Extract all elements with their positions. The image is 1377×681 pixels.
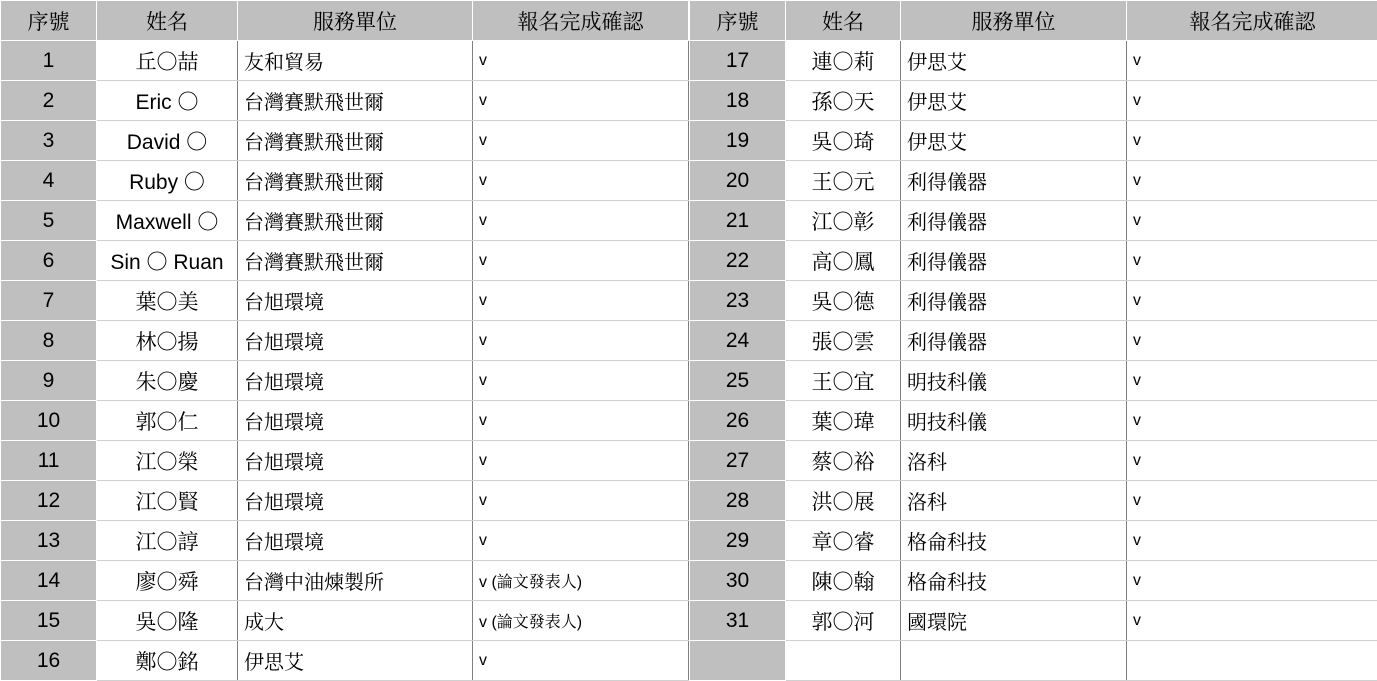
cell-name: 葉〇美 [97, 281, 238, 321]
table-row [1, 561, 689, 601]
column-header-org: 服務單位 [238, 1, 473, 41]
cell-name: 郭〇仁 [97, 401, 238, 441]
cell-name: 林〇揚 [97, 321, 238, 361]
table-row [690, 361, 1377, 401]
cell-organization: 台灣中油煉製所 [238, 561, 473, 601]
cell-sequence: 10 [1, 401, 97, 441]
cell-sequence: 19 [690, 121, 786, 161]
cell-sequence: 3 [1, 121, 97, 161]
column-header-seq: 序號 [690, 1, 786, 41]
table-row [1, 201, 689, 241]
table-row [1, 641, 689, 681]
table-row [690, 641, 1377, 681]
cell-organization: 成大 [238, 601, 473, 641]
cell-confirmation: v [473, 441, 689, 481]
cell-name: 連〇莉 [786, 41, 901, 81]
cell-sequence: 11 [1, 441, 97, 481]
cell-organization: 友和貿易 [238, 41, 473, 81]
cell-confirmation: v [473, 41, 689, 81]
cell-organization: 格侖科技 [901, 561, 1127, 601]
cell-name: 丘〇喆 [97, 41, 238, 81]
cell-confirmation: v [1127, 321, 1377, 361]
cell-name: 葉〇瑋 [786, 401, 901, 441]
cell-sequence: 31 [690, 601, 786, 641]
table-row [690, 281, 1377, 321]
cell-sequence: 28 [690, 481, 786, 521]
table-row [690, 521, 1377, 561]
cell-sequence: 16 [1, 641, 97, 681]
cell-sequence: 7 [1, 281, 97, 321]
cell-sequence: 29 [690, 521, 786, 561]
column-header-name: 姓名 [97, 1, 238, 41]
table-row [1, 521, 689, 561]
cell-organization: 台灣賽默飛世爾 [238, 121, 473, 161]
cell-name: 王〇宜 [786, 361, 901, 401]
cell-confirmation: v [1127, 481, 1377, 521]
table-row [1, 41, 689, 81]
table-row [1, 121, 689, 161]
cell-confirmation: v [473, 401, 689, 441]
table-row [690, 41, 1377, 81]
table-row [690, 401, 1377, 441]
table-row [1, 481, 689, 521]
cell-organization: 利得儀器 [901, 161, 1127, 201]
cell-confirmation: v [473, 161, 689, 201]
cell-organization: 台旭環境 [238, 521, 473, 561]
cell-name: 張〇雲 [786, 321, 901, 361]
cell-sequence: 23 [690, 281, 786, 321]
table-row [1, 281, 689, 321]
cell-confirmation: v [1127, 601, 1377, 641]
table-row [690, 561, 1377, 601]
cell-sequence: 20 [690, 161, 786, 201]
cell-name: 洪〇展 [786, 481, 901, 521]
cell-sequence: 24 [690, 321, 786, 361]
column-header-seq: 序號 [1, 1, 97, 41]
cell-confirmation: v [1127, 241, 1377, 281]
cell-sequence: 5 [1, 201, 97, 241]
column-header-org: 服務單位 [901, 1, 1127, 41]
cell-organization: 台灣賽默飛世爾 [238, 241, 473, 281]
cell-sequence: 9 [1, 361, 97, 401]
cell-confirmation: v [1127, 401, 1377, 441]
cell-confirmation: v (論文發表人) [473, 601, 689, 641]
cell-organization [901, 641, 1127, 681]
cell-sequence: 21 [690, 201, 786, 241]
cell-name: 孫〇天 [786, 81, 901, 121]
table-row [1, 601, 689, 641]
cell-organization: 伊思艾 [238, 641, 473, 681]
cell-organization: 洛科 [901, 441, 1127, 481]
cell-name: 王〇元 [786, 161, 901, 201]
cell-confirmation: v [1127, 201, 1377, 241]
cell-organization: 伊思艾 [901, 41, 1127, 81]
cell-name: David 〇 [97, 121, 238, 161]
cell-organization: 台旭環境 [238, 281, 473, 321]
cell-sequence: 2 [1, 81, 97, 121]
cell-sequence [690, 641, 786, 681]
cell-confirmation: v [1127, 281, 1377, 321]
cell-confirmation [1127, 641, 1377, 681]
cell-name: 蔡〇裕 [786, 441, 901, 481]
cell-sequence: 12 [1, 481, 97, 521]
cell-sequence: 27 [690, 441, 786, 481]
cell-organization: 台灣賽默飛世爾 [238, 161, 473, 201]
cell-organization: 國環院 [901, 601, 1127, 641]
table-row [1, 401, 689, 441]
table-row [1, 241, 689, 281]
cell-confirmation: v [473, 481, 689, 521]
cell-name [786, 641, 901, 681]
cell-confirmation: v [473, 321, 689, 361]
cell-organization: 格侖科技 [901, 521, 1127, 561]
table-row [690, 201, 1377, 241]
cell-name: 吳〇琦 [786, 121, 901, 161]
cell-sequence: 8 [1, 321, 97, 361]
cell-confirmation: v [473, 521, 689, 561]
column-header-name: 姓名 [786, 1, 901, 41]
table-row [690, 481, 1377, 521]
table-row [1, 321, 689, 361]
cell-sequence: 17 [690, 41, 786, 81]
cell-sequence: 26 [690, 401, 786, 441]
cell-confirmation: v [1127, 81, 1377, 121]
cell-confirmation: v [1127, 41, 1377, 81]
cell-confirmation: v [473, 281, 689, 321]
cell-name: 廖〇舜 [97, 561, 238, 601]
cell-confirmation: v [473, 241, 689, 281]
cell-organization: 明技科儀 [901, 401, 1127, 441]
cell-name: Ruby 〇 [97, 161, 238, 201]
table-row [690, 121, 1377, 161]
cell-name: 江〇榮 [97, 441, 238, 481]
cell-confirmation: v [1127, 161, 1377, 201]
cell-confirmation: v [1127, 561, 1377, 601]
cell-organization: 台灣賽默飛世爾 [238, 201, 473, 241]
cell-name: 郭〇河 [786, 601, 901, 641]
cell-confirmation: v [1127, 361, 1377, 401]
cell-name: 章〇睿 [786, 521, 901, 561]
cell-sequence: 22 [690, 241, 786, 281]
cell-name: Sin 〇 Ruan [97, 241, 238, 281]
table-row [1, 161, 689, 201]
table-row [690, 161, 1377, 201]
cell-confirmation: v [473, 361, 689, 401]
cell-name: 江〇賢 [97, 481, 238, 521]
registration-table-right [689, 0, 1377, 681]
cell-name: 陳〇翰 [786, 561, 901, 601]
cell-confirmation: v [473, 121, 689, 161]
cell-organization: 伊思艾 [901, 121, 1127, 161]
cell-confirmation: v [1127, 521, 1377, 561]
cell-name: 吳〇隆 [97, 601, 238, 641]
cell-sequence: 13 [1, 521, 97, 561]
cell-sequence: 14 [1, 561, 97, 601]
table-row [690, 601, 1377, 641]
cell-organization: 利得儀器 [901, 281, 1127, 321]
cell-confirmation: v [473, 201, 689, 241]
cell-organization: 明技科儀 [901, 361, 1127, 401]
cell-organization: 台旭環境 [238, 361, 473, 401]
cell-organization: 利得儀器 [901, 201, 1127, 241]
table-header-row [690, 1, 1377, 41]
cell-sequence: 18 [690, 81, 786, 121]
cell-name: 江〇諄 [97, 521, 238, 561]
cell-organization: 台旭環境 [238, 321, 473, 361]
cell-confirmation: v [1127, 121, 1377, 161]
table-row [690, 241, 1377, 281]
table-row [690, 81, 1377, 121]
cell-sequence: 1 [1, 41, 97, 81]
cell-confirmation: v [473, 81, 689, 121]
cell-organization: 台旭環境 [238, 441, 473, 481]
cell-confirmation: v [1127, 441, 1377, 481]
table-row [690, 321, 1377, 361]
cell-sequence: 15 [1, 601, 97, 641]
cell-organization: 台旭環境 [238, 401, 473, 441]
cell-organization: 洛科 [901, 481, 1127, 521]
cell-organization: 台旭環境 [238, 481, 473, 521]
cell-organization: 利得儀器 [901, 241, 1127, 281]
cell-name: Eric 〇 [97, 81, 238, 121]
table-row [690, 441, 1377, 481]
cell-name: Maxwell 〇 [97, 201, 238, 241]
table-header-row [1, 1, 689, 41]
table-row [1, 441, 689, 481]
column-header-confirm: 報名完成確認 [473, 1, 689, 41]
cell-confirmation: v (論文發表人) [473, 561, 689, 601]
cell-name: 吳〇德 [786, 281, 901, 321]
cell-sequence: 25 [690, 361, 786, 401]
cell-organization: 伊思艾 [901, 81, 1127, 121]
cell-sequence: 4 [1, 161, 97, 201]
cell-organization: 利得儀器 [901, 321, 1127, 361]
cell-name: 鄭〇銘 [97, 641, 238, 681]
table-row [1, 361, 689, 401]
cell-sequence: 6 [1, 241, 97, 281]
cell-name: 高〇鳳 [786, 241, 901, 281]
table-row [1, 81, 689, 121]
column-header-confirm: 報名完成確認 [1127, 1, 1377, 41]
cell-organization: 台灣賽默飛世爾 [238, 81, 473, 121]
cell-name: 朱〇慶 [97, 361, 238, 401]
cell-name: 江〇彰 [786, 201, 901, 241]
cell-confirmation: v [473, 641, 689, 681]
cell-sequence: 30 [690, 561, 786, 601]
